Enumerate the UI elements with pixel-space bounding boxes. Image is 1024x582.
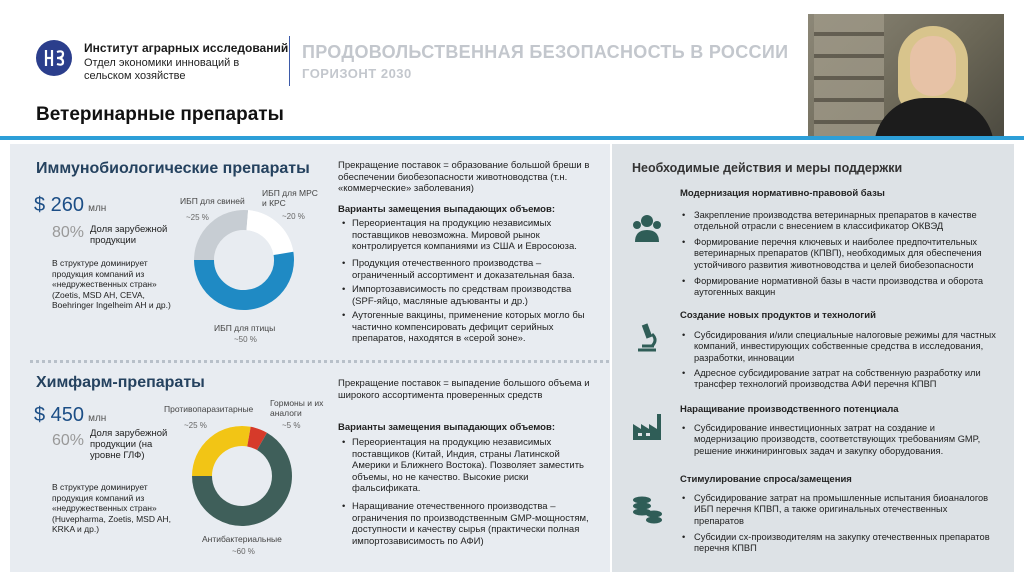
webcam-video <box>808 14 1004 138</box>
group-title: Создание новых продуктов и технологий <box>680 310 876 321</box>
measure-item: • Субсидирования и/или специальные налоговые режимы для частных компаний, инвестирующих собственные средства в исследования, разработки, инновации <box>682 330 998 364</box>
group-title: Наращивание производственного потенциала <box>680 404 899 415</box>
factory-icon <box>630 410 664 444</box>
immuno-pct-cattle: ~20 % <box>282 212 305 221</box>
header-accent-bar <box>0 136 1024 140</box>
immuno-bullet: • Переориентация на продукцию независимых поставщиков невозможна. Мировой рынок контролируется компаниями из США и Евросоюза. <box>342 218 598 253</box>
hse-logo <box>36 40 72 76</box>
group-title: Стимулирование спроса/замещения <box>680 474 852 485</box>
immuno-label-cattle: ИБП для МРС и КРС <box>262 188 318 208</box>
chem-label-antiparasitic: Противопаразитарные <box>164 404 254 414</box>
chem-title: Химфарм-препараты <box>36 374 205 391</box>
speaker-body <box>874 98 994 138</box>
immuno-title: Иммунобиологические препараты <box>36 160 310 177</box>
section-divider <box>30 360 610 363</box>
main-subtitle: ГОРИЗОНТ 2030 <box>302 66 412 81</box>
chem-pct-hormones: ~5 % <box>282 421 301 430</box>
chem-label-hormones: Гормоны и их аналоги <box>270 398 324 418</box>
immuno-share-label: Доля зарубежной продукции <box>90 224 168 246</box>
measure-item: • Субсидирование инвестиционных затрат на создание и модернизацию производств, соответствующих требованиям GMP, решение инжиниринговых задач и закупку оборудования. <box>682 423 998 457</box>
measure-item: • Субсидирование затрат на промышленные испытания биоаналогов ИБП перечня КПВП, а также оригинальных отечественных препаратов <box>682 493 998 527</box>
group-title: Модернизация нормативно-правовой базы <box>680 188 885 199</box>
immuno-donut-slice-0 <box>204 220 247 260</box>
immuno-donut-slice-1 <box>247 220 283 253</box>
immuno-label-swine: ИБП для свиней <box>180 196 245 206</box>
microscope-icon <box>630 320 664 354</box>
immuno-structure: В структуре доминирует продукция компаний из «недружественных стран» (Zoetis, MSD AH, CEVA, Boehringer Ingelheim AH и др.) <box>52 258 171 310</box>
people-icon <box>630 212 664 246</box>
measure-item: • Субсидии сх-производителям на закупку отечественных препаратов перечня КПВП <box>682 532 998 555</box>
immuno-intro: Прекращение поставок = образование большой бреши в обеспечении биобезопасности животноводства (т.н. «коммерческие» заболевания) <box>338 160 590 194</box>
chem-pct-antiparasitic: ~25 % <box>184 421 207 430</box>
bookshelf <box>814 14 884 138</box>
chem-amount: $ 450 млн <box>34 404 107 426</box>
chem-bullet: • Наращивание отечественного производства – ограничения по производственным GMP-мощностям, доступности и качеству сырья (практически полная импортозависимость по АФИ) <box>342 501 598 547</box>
immuno-note: • Аутогенные вакцины, применение которых могло бы частично компенсировать дефицит серийных препаратов, находятся в «серой зоне». <box>342 310 598 345</box>
immuno-pct-poultry: ~50 % <box>234 335 257 344</box>
chem-subs-title: Варианты замещения выпадающих объемов: <box>338 422 555 433</box>
chem-structure: В структуре доминирует продукция компаний из «недружественных стран» (Huvepharma, Zoetis, MSD AH, KRKA и др.) <box>52 482 172 534</box>
chem-share-label: Доля зарубежной продукции (на уровне ГЛФ) <box>90 428 168 461</box>
immuno-label-poultry: ИБП для птицы <box>214 323 276 333</box>
chem-intro: Прекращение поставок = выпадение большого объема и широкого ассортимента проверенных средств <box>338 378 590 401</box>
speaker-face <box>910 36 956 96</box>
immuno-bullet: • Продукция отечественного производства – ограниченный ассортимент и доказательная база. <box>342 258 598 281</box>
hse-logo-icon <box>36 40 72 76</box>
measures-title: Необходимые действия и меры поддержки <box>632 161 903 175</box>
department-name: Отдел экономики инноваций в сельском хозяйстве <box>84 57 240 82</box>
immuno-donut-chart <box>192 208 296 312</box>
main-title: ПРОДОВОЛЬСТВЕННАЯ БЕЗОПАСНОСТЬ В РОССИИ <box>302 42 789 62</box>
immuno-pct-swine: ~25 % <box>186 213 209 222</box>
chem-pct-antibacterial: ~60 % <box>232 547 255 556</box>
immuno-subs-title: Варианты замещения выпадающих объемов: <box>338 204 555 215</box>
measure-item: • Закрепление производства ветеринарных препаратов в качестве отдельной отрасли с внесением в классификатор ОКВЭД <box>682 210 998 233</box>
chem-share: 60% <box>52 432 85 449</box>
chem-donut-slice-1 <box>249 437 262 442</box>
institute-name: Институт аграрных исследований <box>84 41 289 55</box>
chem-donut-slice-0 <box>202 436 249 476</box>
header-divider <box>289 36 290 86</box>
immuno-share: 80% <box>52 224 85 241</box>
immuno-donut-slice-2 <box>204 253 284 300</box>
chem-bullet: • Переориентация на продукцию независимых поставщиков (Китай, Индия, страны Латинской Америки и Ближнего Востока). Позволяет заместить объемы, но не качество. Высокие риски фальсификата. <box>342 437 598 495</box>
page-title: Ветеринарные препараты <box>36 104 284 125</box>
coins-icon <box>630 492 664 526</box>
immuno-amount: $ 260 млн <box>34 194 107 216</box>
chem-label-antibacterial: Антибактериальные <box>202 534 282 544</box>
chem-donut-chart <box>190 424 294 528</box>
measure-item: • Формирование перечня ключевых и наиболее предпочтительных ветеринарных препаратов (КПВП), необходимых для обеспечения устойчивого развития животноводства и целей биобезопасности <box>682 237 998 271</box>
measure-item: • Формирование нормативной базы в части производства и оборота аутогенных вакцин <box>682 276 998 299</box>
immuno-note: • Импортозависимость по средствам производства (SPF-яйцо, масляные адъюванты и др.) <box>342 284 598 307</box>
measure-item: • Адресное субсидирование затрат на собственную разработку или трансфер технологий производства АФИ перечня КПВП <box>682 368 998 391</box>
